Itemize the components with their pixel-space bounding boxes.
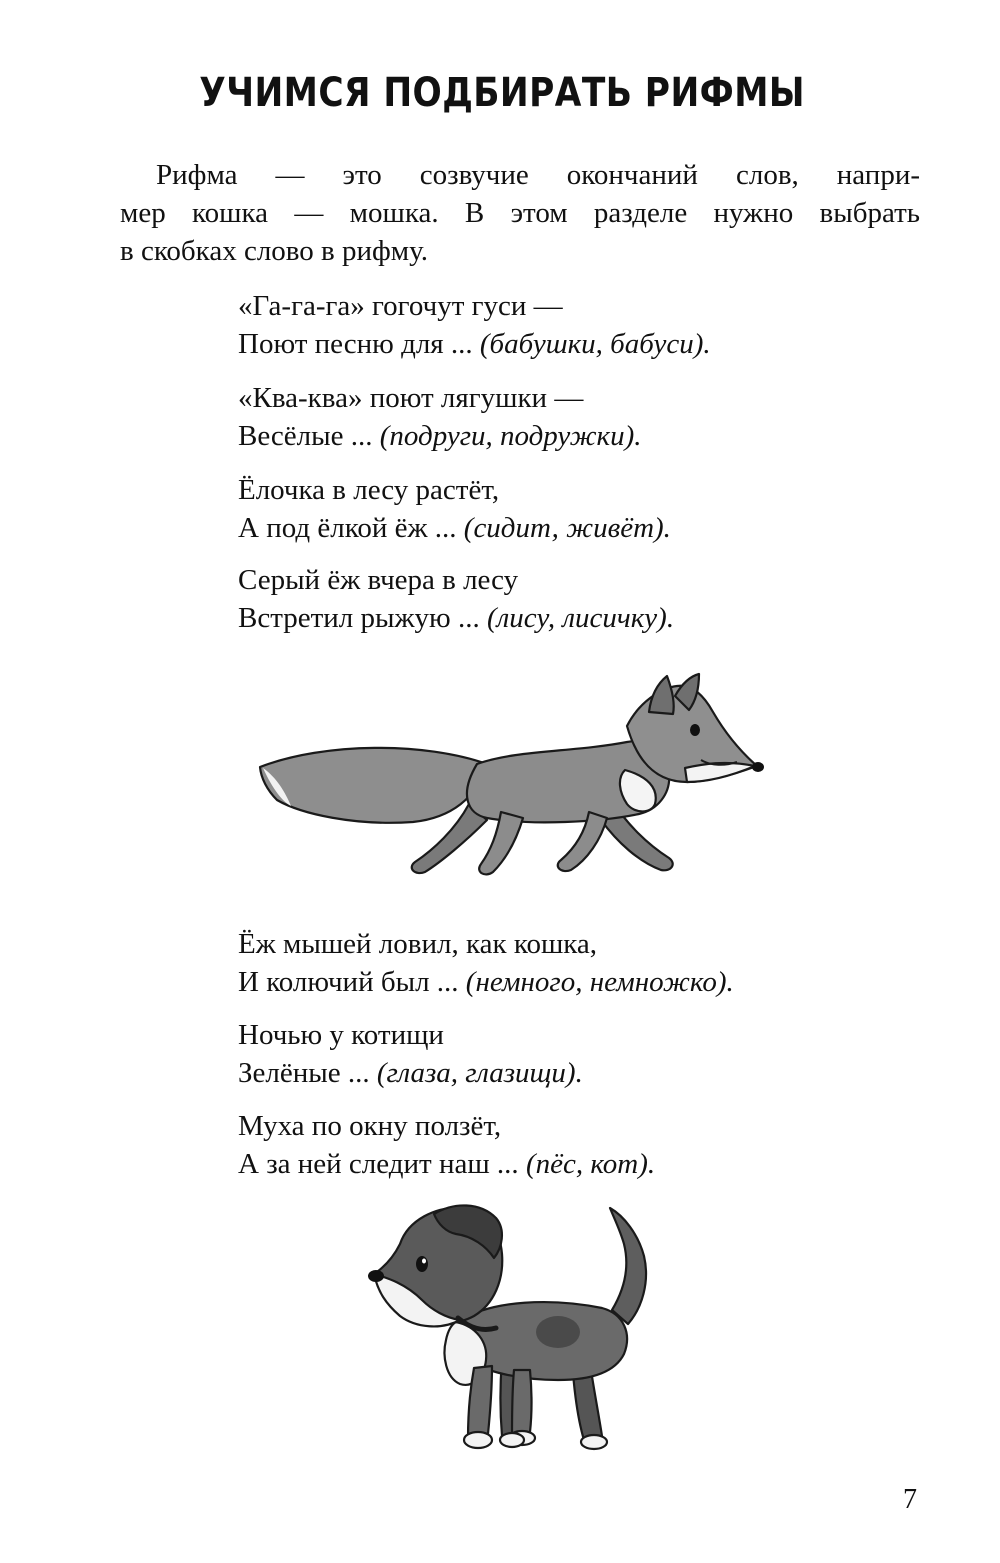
poem-line-text: И колючий был ...: [238, 966, 459, 998]
poem-line: [238, 509, 671, 547]
page-title: УЧИМСЯ ПОДБИРАТЬ РИФМЫ: [199, 70, 805, 116]
poem-cat: [238, 1016, 583, 1092]
poem-line: [238, 1054, 583, 1092]
page-number: 7: [903, 1484, 917, 1515]
poem-line-text: Зелёные ...: [238, 1057, 370, 1089]
poem-line: [238, 325, 711, 363]
poem-line: [238, 963, 734, 1001]
poem-geese: [238, 287, 711, 363]
poem-fir-tree: [238, 471, 671, 547]
poem-line-text: А за ней следит наш ...: [238, 1148, 519, 1180]
poem-line-text: А под ёлкой ёж ...: [238, 512, 457, 544]
poem-line: Ёж мышей ловил, как кошка,: [238, 928, 598, 960]
rhyme-options: (подруги, подружки).: [379, 420, 642, 452]
poem-frogs: [238, 379, 642, 455]
intro-paragraph: [120, 156, 920, 270]
intro-line: мер кошка — мошка. В этом разделе нужно выбрать: [120, 197, 920, 229]
rhyme-options: (лису, лисичку).: [486, 602, 675, 634]
poem-line-text: Поют песню для ...: [238, 328, 473, 360]
poem-line: Ёлочка в лесу растёт,: [238, 474, 500, 506]
poem-line: Серый ёж вчера в лесу: [238, 564, 519, 596]
poem-line-text: Весёлые ...: [238, 420, 373, 452]
poem-line: «Га-га-га» гогочут гуси —: [238, 290, 563, 322]
poem-line: [238, 417, 642, 455]
intro-line: в скобках слово в рифму.: [120, 235, 428, 267]
poem-line: Ночью у котищи: [238, 1019, 444, 1051]
poem-fly: [238, 1107, 655, 1183]
rhyme-options: (немного, немножко).: [465, 966, 734, 998]
rhyme-options: (бабушки, бабуси).: [479, 328, 711, 360]
rhyme-options: (сидит, живёт).: [463, 512, 671, 544]
fox-illustration: [255, 672, 770, 902]
poem-line: Муха по окну ползёт,: [238, 1110, 502, 1142]
rhyme-options: (пёс, кот).: [525, 1148, 656, 1180]
poem-line: [238, 599, 674, 637]
intro-line: Рифма — это созвучие окончаний слов, напри-: [156, 159, 920, 191]
poem-hedgehog-fox: [238, 561, 674, 637]
poem-hedgehog-mice: [238, 925, 734, 1001]
rhyme-options: (глаза, глазищи).: [376, 1057, 583, 1089]
poem-line: «Ква-ква» поют лягушки —: [238, 382, 584, 414]
poem-line: [238, 1145, 655, 1183]
poem-line-text: Встретил рыжую ...: [238, 602, 480, 634]
dog-illustration: [362, 1200, 662, 1455]
